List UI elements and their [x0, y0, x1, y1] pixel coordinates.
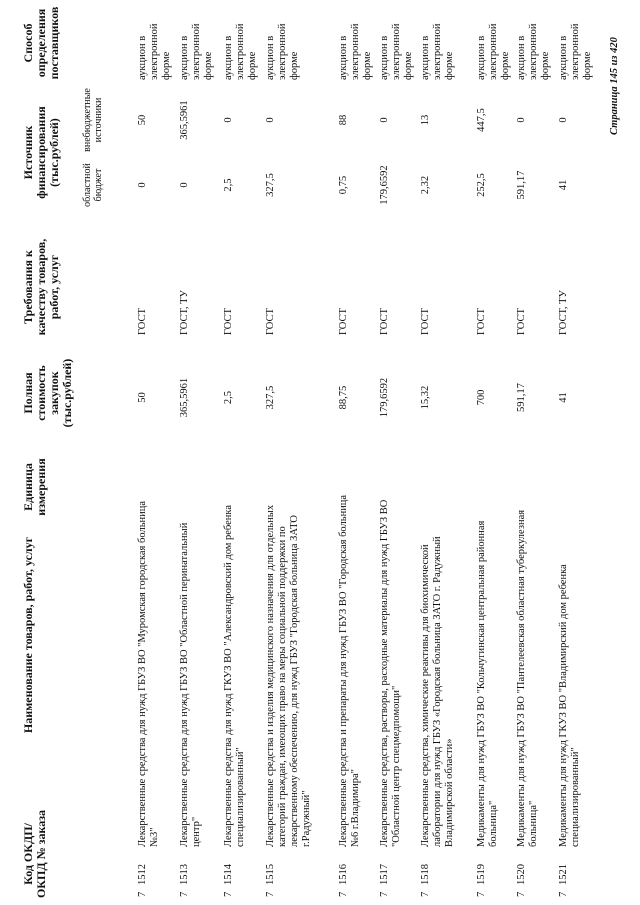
cell-method: аукцион в электронной форме — [179, 23, 214, 80]
cell-id: 1520 — [516, 864, 527, 885]
cell-name: Медикаменты для нужд ГБУЗ ВО "Пантелеевская областная туберкулезная больница" — [516, 509, 539, 847]
cell-req: ГОСТ — [379, 308, 390, 335]
cell-id: 1513 — [179, 864, 190, 885]
cell-prefix: 7 — [223, 891, 234, 897]
cell-id: 1512 — [137, 864, 148, 885]
header-method: Способ определения поставщиков — [21, 6, 61, 80]
cell-regional: 2,5 — [223, 178, 234, 192]
cell-regional: 41 — [558, 179, 569, 191]
cell-method: аукцион в электронной форме — [338, 23, 373, 80]
cell-prefix: 7 — [338, 891, 349, 897]
cell-extra: 88 — [338, 114, 349, 126]
cell-extra: 447,5 — [476, 108, 487, 132]
cell-regional: 252,5 — [476, 173, 487, 197]
cell-cost: 327,5 — [265, 385, 276, 410]
cell-extra: 0 — [516, 117, 527, 123]
cell-method: аукцион в электронной форме — [223, 23, 258, 80]
cell-name: Лекарственные средства для нужд ГКУЗ ВО "Александровский дом ребенка специализированный" — [223, 504, 246, 847]
cell-req: ГОСТ — [420, 308, 431, 335]
cell-cost: 2,5 — [223, 390, 234, 405]
cell-id: 1514 — [223, 864, 234, 885]
cell-extra: 0 — [223, 117, 234, 123]
header-name: Наименование товаров, работ, услуг — [21, 536, 35, 734]
header-cost: Полная стоимость закупок (тыс.рублей) — [21, 358, 74, 428]
cell-cost: 88,75 — [338, 385, 349, 410]
header-source-regional: областной бюджет — [82, 163, 104, 207]
cell-regional: 0 — [179, 182, 190, 188]
cell-req: ГОСТ — [223, 308, 234, 335]
cell-extra: 0 — [265, 117, 276, 123]
cell-regional: 591,17 — [516, 170, 527, 200]
cell-extra: 0 — [558, 117, 569, 123]
cell-cost: 15,32 — [420, 385, 431, 410]
cell-cost: 365,5961 — [179, 377, 190, 418]
cell-id: 1515 — [265, 864, 276, 885]
cell-req: ГОСТ, ТУ — [179, 290, 190, 335]
cell-req: ГОСТ, ТУ — [558, 290, 569, 335]
cell-req: ГОСТ — [476, 308, 487, 335]
cell-name: Лекарственные средства, химические реактивы для биохимической лаборатории для нужд ГБУЗ «Городская больница ЗАТО г. Радужный Владимирской области» — [420, 536, 455, 847]
cell-id: 1518 — [420, 864, 431, 885]
cell-regional: 0,75 — [338, 175, 349, 195]
cell-id: 1517 — [379, 864, 390, 885]
cell-prefix: 7 — [379, 891, 390, 897]
cell-name: Лекарственные средства для нужд ГБУЗ ВО "Областной перинатальный центр" — [179, 522, 202, 847]
cell-extra: 13 — [420, 114, 431, 126]
cell-req: ГОСТ — [137, 308, 148, 335]
cell-method: аукцион в электронной форме — [379, 23, 414, 80]
cell-method: аукцион в электронной форме — [137, 23, 172, 80]
cell-prefix: 7 — [265, 891, 276, 897]
header-requirements: Требования к качеству товаров, работ, услуг — [21, 238, 61, 336]
cell-id: 1521 — [558, 864, 569, 885]
cell-method: аукцион в электронной форме — [516, 23, 551, 80]
cell-method: аукцион в электронной форме — [476, 23, 511, 80]
cell-cost: 700 — [476, 389, 487, 406]
header-code: Код ОКДП/ ОКПД № заказа — [21, 809, 48, 899]
cell-cost: 41 — [558, 392, 569, 403]
cell-extra: 0 — [379, 117, 390, 123]
cell-name: Лекарственные средства для нужд ГБУЗ ВО "Муромская городская больница №3" — [137, 500, 160, 847]
cell-prefix: 7 — [516, 891, 527, 897]
cell-name: Лекарственные средства и препараты для нужд ГБУЗ ВО "Городская больница №6 г.Владимира" — [338, 494, 361, 847]
cell-req: ГОСТ — [265, 308, 276, 335]
cell-cost: 179,6592 — [379, 377, 390, 418]
cell-method: аукцион в электронной форме — [558, 23, 593, 80]
cell-cost: 50 — [137, 392, 148, 403]
cell-prefix: 7 — [179, 891, 190, 897]
cell-cost: 591,17 — [516, 383, 527, 412]
cell-name: Медикаменты для нужд ГКУЗ ВО "Владимирский дом ребенка специализированный" — [558, 564, 581, 847]
cell-prefix: 7 — [137, 891, 148, 897]
cell-extra: 365,5961 — [179, 100, 190, 140]
cell-prefix: 7 — [420, 891, 431, 897]
cell-regional: 327,5 — [265, 173, 276, 197]
cell-prefix: 7 — [558, 891, 569, 897]
cell-name: Медикаменты для нужд ГБУЗ ВО "Кольчугинская центральная районная больница" — [476, 520, 499, 847]
cell-method: аукцион в электронной форме — [265, 23, 300, 80]
cell-regional: 0 — [137, 182, 148, 188]
header-source-extra: внебюджетные источники — [82, 88, 104, 152]
cell-regional: 2,32 — [420, 175, 431, 195]
cell-id: 1519 — [476, 864, 487, 885]
header-source: Источник финансирования (тыс.рублей) — [21, 106, 61, 199]
cell-name: Лекарственные средства, растворы, расходные материалы для нужд ГБУЗ ВО "Областной центр спецмедпомощи" — [379, 499, 402, 847]
cell-id: 1516 — [338, 864, 349, 885]
cell-req: ГОСТ — [338, 308, 349, 335]
cell-prefix: 7 — [476, 891, 487, 897]
cell-extra: 50 — [137, 114, 148, 126]
header-unit: Единица измерения — [21, 458, 48, 516]
cell-name: Лекарственные средства и изделия медицинского назначения для отдельных категорий граждан, имеющих право на меры социальной поддержки по лекарственному обеспечению, для нужд ГБУЗ "Городская больница ЗАТО г.Радужный" — [265, 504, 312, 847]
cell-regional: 179,6592 — [379, 165, 390, 205]
cell-method: аукцион в электронной форме — [420, 23, 455, 80]
page-footer: Страница 145 из 420 — [609, 37, 620, 135]
cell-req: ГОСТ — [516, 308, 527, 335]
